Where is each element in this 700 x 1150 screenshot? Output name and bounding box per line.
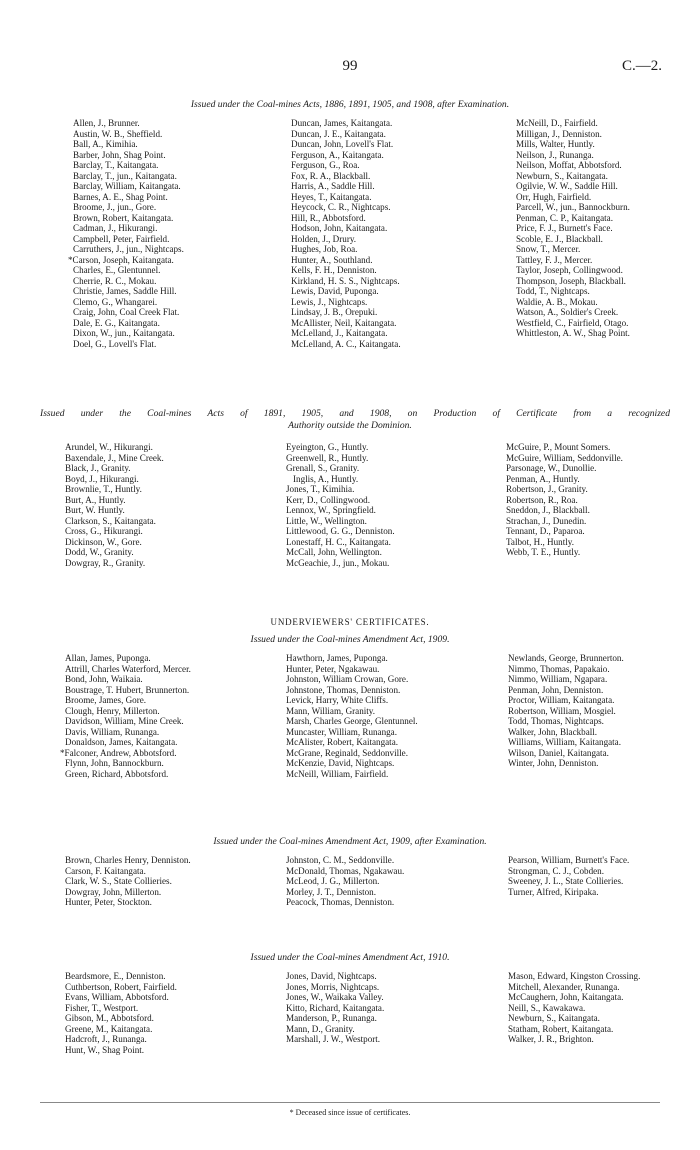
list-item: Statham, Robert, Kaitangata. — [508, 1023, 614, 1034]
list-item: Parcell, W., jun., Bannockburn. — [516, 202, 630, 212]
list-item: Inglis, A., Huntly. — [293, 473, 359, 484]
name-column — [65, 855, 286, 908]
list-item: McGuire, P., Mount Somers. — [506, 442, 611, 452]
list-item: Walker, John, Blackball. — [508, 726, 598, 737]
list-item: Flynn, John, Bannockburn. — [65, 758, 164, 768]
list-item: Heyes, T., Kaitangata. — [291, 191, 372, 202]
name-columns — [0, 118, 700, 349]
list-item: Robertson, William, Mosgiel. — [508, 705, 616, 716]
list-item: Doel, G., Lovell's Flat. — [73, 338, 157, 349]
list-item: Wilson, Daniel, Kaitangata. — [508, 747, 609, 758]
list-item: McLelland, A. C., Kaitangata. — [291, 338, 401, 349]
list-item: Waldie, A. B., Mokau. — [516, 296, 598, 307]
list-item: McLelland, J., Kaitangata. — [291, 328, 388, 338]
list-item: McDonald, Thomas, Ngakawau. — [286, 865, 405, 876]
list-item: Carruthers, J., jun., Nightcaps. — [73, 244, 184, 254]
list-item: Brown, Charles Henry, Denniston. — [65, 855, 191, 865]
list-item: Dickinson, W., Gore. — [65, 536, 142, 547]
list-item: Hodson, John, Kaitangata. — [291, 223, 388, 233]
section-heading: Issued under the Coal-mines Amendment Act, 1909, after Examination. — [213, 836, 487, 847]
name-columns — [0, 855, 700, 908]
list-item: Tattley, F. J., Mercer. — [516, 254, 593, 265]
list-item: Holden, J., Drury. — [291, 233, 357, 244]
list-item: Lewis, J., Nightcaps. — [291, 296, 368, 307]
list-item: Jones, Morris, Nightcaps. — [286, 981, 380, 992]
section-heading: Issued under the Coal-mines Amendment Act, 1910. — [250, 952, 450, 963]
list-item: Manderson, P., Runanga. — [286, 1013, 377, 1023]
list-item: Fox, R. A., Blackball. — [291, 170, 371, 181]
list-item: *Carson, Joseph, Kaitangata. — [68, 254, 174, 265]
list-item: Hawthorn, James, Puponga. — [286, 653, 388, 663]
list-item: Lindsay, J. B., Orepuki. — [291, 307, 378, 317]
name-column — [286, 971, 508, 1055]
list-item: Kitto, Richard, Kaitangata. — [286, 1002, 385, 1013]
name-column — [508, 653, 688, 779]
list-item: Duncan, J. E., Kaitangata. — [291, 128, 386, 139]
list-item: Bond, John, Waikaia. — [65, 674, 143, 684]
list-item: Arundel, W., Hikurangi. — [65, 442, 153, 452]
list-item: Orr, Hugh, Fairfield. — [516, 191, 592, 202]
section-heading-continued: Authority outside the Dominion. — [288, 420, 412, 431]
list-item: Broome, J., jun., Gore. — [73, 202, 157, 212]
list-item: Thompson, Joseph, Blackball. — [516, 275, 626, 286]
page-number: 99 — [342, 58, 358, 74]
list-item: Clemo, G., Whangarei. — [73, 296, 158, 307]
list-item: Gibson, M., Abbotsford. — [65, 1013, 154, 1023]
list-item: Hughes, Job, Roa. — [291, 244, 358, 254]
list-item: Dixon, W., jun., Kaitangata. — [73, 328, 175, 338]
list-item: Hunter, A., Southland. — [291, 254, 373, 265]
list-item: Heycock, C. R., Nightcaps. — [291, 202, 391, 212]
list-item: Marshall, J. W., Westport. — [286, 1034, 381, 1044]
list-item: Todd, T., Nightcaps. — [516, 286, 590, 296]
list-item: McCall, John, Wellington. — [286, 547, 382, 557]
list-item: Grenall, S., Granity. — [286, 463, 360, 473]
list-item: Greene, M., Kaitangata. — [65, 1023, 153, 1034]
list-item: Kerr, D., Collingwood. — [286, 494, 370, 505]
list-item: McAllister, Neil, Kaitangata. — [291, 317, 397, 328]
list-item: Christie, James, Saddle Hill. — [73, 286, 177, 296]
list-item: Duncan, John, Lovell's Flat. — [291, 139, 394, 149]
list-item: Clough, Henry, Millerton. — [65, 705, 160, 716]
list-item: Fisher, T., Westport. — [65, 1002, 139, 1013]
list-item: Attrill, Charles Waterford, Mercer. — [65, 663, 191, 674]
name-column — [286, 653, 508, 779]
list-item: Clarkson, S., Kaitangata. — [65, 515, 156, 526]
list-item: Lonestaff, H. C., Kaitangata. — [286, 536, 391, 547]
name-columns — [0, 971, 700, 1055]
list-item: Beardsmore, E., Denniston. — [65, 971, 166, 981]
list-item: Ogilvie, W. W., Saddle Hill. — [516, 181, 618, 191]
list-item: Davidson, William, Mine Creek. — [65, 716, 184, 726]
list-item: Hunter, Peter, Ngakawau. — [286, 663, 380, 674]
list-item: Green, Richard, Abbotsford. — [65, 768, 169, 779]
list-item: Barclay, T., jun., Kaitangata. — [73, 170, 177, 181]
list-item: Sneddon, J., Blackball. — [506, 505, 590, 515]
list-item: Brown, Robert, Kaitangata. — [73, 212, 174, 223]
list-item: Turner, Alfred, Kiripaka. — [508, 886, 599, 897]
list-item: Williams, William, Kaitangata. — [508, 737, 621, 747]
list-item: Baxendale, J., Mine Creek. — [65, 452, 164, 463]
list-item: Neilson, Moffat, Abbotsford. — [516, 160, 622, 170]
page-header — [0, 58, 700, 76]
list-item: Tennant, D., Paparoa. — [506, 526, 585, 536]
list-item: Johnston, C. M., Seddonville. — [286, 855, 395, 865]
name-column — [60, 653, 286, 779]
list-item: Muncaster, William, Runanga. — [286, 726, 397, 737]
list-item: Robertson, J., Granity. — [506, 484, 588, 494]
list-item: Talbot, H., Huntly. — [506, 536, 574, 547]
list-item: Watson, A., Soldier's Creek. — [516, 307, 619, 317]
name-columns — [0, 442, 700, 568]
section-underviewers-certificates — [0, 617, 700, 779]
list-item: Strachan, J., Dunedin. — [506, 515, 587, 526]
list-item: Austin, W. B., Sheffield. — [73, 128, 163, 139]
list-item: Kells, F. H., Denniston. — [291, 265, 377, 275]
list-item: Peacock, Thomas, Denniston. — [286, 897, 395, 907]
list-item: McGeachie, J., jun., Mokau. — [286, 557, 390, 568]
name-column — [506, 442, 686, 568]
list-item: Neill, S., Kawakawa. — [508, 1002, 586, 1013]
list-item: Littlewood, G. G., Denniston. — [286, 526, 395, 536]
list-item: Nimmo, William, Ngapara. — [508, 674, 608, 684]
list-item: Milligan, J., Denniston. — [516, 128, 602, 139]
list-item: Carson, F. Kaitangata. — [65, 865, 146, 876]
list-item: Lennox, W., Springfield. — [286, 505, 376, 515]
list-item: Broome, James, Gore. — [65, 695, 147, 705]
list-item: Jones, David, Nightcaps. — [286, 971, 377, 981]
list-item: Johnston, William Crowan, Gore. — [286, 674, 409, 684]
list-item: Morley, J. T., Denniston. — [286, 886, 377, 897]
list-item: Barber, John, Shag Point. — [73, 149, 166, 160]
list-item: Taylor, Joseph, Collingwood. — [516, 265, 623, 275]
list-item: Duncan, James, Kaitangata. — [291, 118, 393, 128]
list-item: Dowgray, R., Granity. — [65, 557, 146, 568]
list-item: McCaughern, John, Kaitangata. — [508, 992, 624, 1002]
document-reference: C.—2. — [621, 58, 662, 74]
list-item: McGrane, Reginald, Seddonville. — [286, 747, 408, 758]
section-examination-1886-1908 — [0, 99, 700, 349]
list-item: Webb, T. E., Huntly. — [506, 547, 581, 557]
list-item: Parsonage, W., Dunollie. — [506, 463, 597, 473]
list-item: Clark, W. S., State Collieries. — [65, 876, 172, 886]
list-item: Little, W., Wellington. — [286, 515, 367, 526]
list-item: Pearson, William, Burnett's Face. — [508, 855, 630, 865]
list-item: Allen, J., Brunner. — [73, 118, 140, 128]
list-item: Neilson, J., Runanga. — [516, 149, 594, 160]
name-column — [286, 855, 508, 908]
list-item: Mann, D., Granity. — [286, 1023, 355, 1034]
list-item: Ferguson, G., Roa. — [291, 160, 360, 170]
list-item: Mason, Edward, Kingston Crossing. — [508, 971, 641, 981]
list-item: Robertson, R., Roa. — [506, 494, 578, 505]
list-item: Kirkland, H. S. S., Nightcaps. — [291, 275, 400, 286]
list-item: Harris, A., Saddle Hill. — [291, 181, 375, 191]
name-column — [291, 118, 516, 349]
section-amendment-1909-examination — [0, 836, 700, 908]
list-item: Cuthbertson, Robert, Fairfield. — [65, 981, 177, 992]
list-item: Campbell, Peter, Fairfield. — [73, 233, 170, 244]
list-item: Allan, James, Puponga. — [65, 653, 151, 663]
list-item: Newlands, George, Brunnerton. — [508, 653, 624, 663]
list-item: Mann, William, Granity. — [286, 705, 376, 716]
list-item: Newburn, S., Kaitangata. — [516, 170, 608, 181]
list-item: Sweeney, J. L., State Collieries. — [508, 876, 624, 886]
list-item: Ball, A., Kimihia. — [73, 139, 138, 149]
list-item: McAlister, Robert, Kaitangata. — [286, 737, 399, 747]
list-item: Cross, G., Hikurangi. — [65, 526, 143, 536]
list-item: Mitchell, Alexander, Runanga. — [508, 981, 620, 992]
list-item: Levick, Harry, White Cliffs. — [286, 695, 389, 705]
name-column — [508, 971, 688, 1055]
list-item: Ferguson, A., Kaitangata. — [291, 149, 384, 160]
list-item: Strongman, C. J., Cobden. — [508, 865, 604, 876]
list-item: Burt, W. Huntly. — [65, 505, 125, 515]
section-recognized-authority — [0, 408, 700, 568]
list-item: Barnes, A. E., Shag Point. — [73, 191, 168, 202]
list-item: Craig, John, Coal Creek Flat. — [73, 307, 180, 317]
certificates-title: UNDERVIEWERS' CERTIFICATES. — [270, 617, 430, 627]
list-item: Dale, E. G., Kaitangata. — [73, 317, 160, 328]
list-item: Jones, W., Waikaka Valley. — [286, 992, 384, 1002]
list-item: Penman, John, Denniston. — [508, 684, 604, 695]
list-item: Dowgray, John, Millerton. — [65, 886, 162, 897]
list-item: Penman, A., Huntly. — [506, 473, 580, 484]
list-item: Mills, Walter, Huntly. — [516, 139, 595, 149]
list-item: Whittleston, A. W., Shag Point. — [516, 328, 630, 338]
list-item: Charles, E., Glentunnel. — [73, 265, 161, 275]
list-item: Winter, John, Denniston. — [508, 758, 599, 768]
list-item: Evans, William, Abbotsford. — [65, 992, 169, 1002]
list-item: Barclay, T., Kaitangata. — [73, 160, 159, 170]
list-item: Hill, R., Abbotsford. — [291, 212, 366, 223]
list-item: Marsh, Charles George, Glentunnel. — [286, 716, 418, 726]
section-amendment-1910 — [0, 952, 700, 1055]
list-item: McKenzie, David, Nightcaps. — [286, 758, 395, 768]
name-column — [65, 971, 286, 1055]
list-item: McNeill, William, Fairfield. — [286, 768, 389, 779]
list-item: Johnstone, Thomas, Denniston. — [286, 684, 401, 695]
list-item: Hunt, W., Shag Point. — [65, 1044, 145, 1055]
list-item: Hunter, Peter, Stockton. — [65, 897, 152, 907]
list-item: Burt, A., Huntly. — [65, 494, 126, 505]
list-item: Greenwell, R., Huntly. — [286, 452, 369, 463]
list-item: Snow, T., Mercer. — [516, 244, 581, 254]
list-item: Newburn, S., Kaitangata. — [508, 1013, 600, 1023]
list-item: Eyeington, G., Huntly. — [286, 442, 369, 452]
name-columns — [0, 653, 700, 779]
list-item: *Falconer, Andrew, Abbotsford. — [60, 747, 177, 758]
list-item: Hadcroft, J., Runanga. — [65, 1034, 147, 1044]
list-item: Boyd, J., Hikurangi. — [65, 473, 139, 484]
name-column — [286, 442, 506, 568]
list-item: Proctor, William, Kaitangata. — [508, 695, 615, 705]
list-item: Lewis, David, Puponga. — [291, 286, 379, 296]
list-item: Jones, T., Kimihia. — [286, 484, 355, 494]
name-column — [65, 442, 286, 568]
list-item: McNeill, D., Fairfield. — [516, 118, 598, 128]
list-item: Davis, William, Runanga. — [65, 726, 160, 737]
footnote: * Deceased since issue of certificates. — [289, 1108, 411, 1117]
name-column — [516, 118, 696, 349]
list-item: Brownlie, T., Huntly. — [65, 484, 142, 494]
footnote-divider — [40, 1102, 660, 1103]
section-heading: Issued under the Coal-mines Acts of 1891, 1905, and 1908, on Production of Certificate from a recognized — [40, 408, 670, 419]
list-item: Boustrage, T. Hubert, Brunnerton. — [65, 684, 190, 695]
list-item: Penman, C. P., Kaitangata. — [516, 212, 613, 223]
list-item: McGuire, William, Seddonville. — [506, 452, 623, 463]
list-item: Cherrie, R. C., Mokau. — [73, 275, 157, 286]
list-item: Westfield, C., Fairfield, Otago. — [516, 317, 629, 328]
list-item: Donaldson, James, Kaitangata. — [65, 737, 178, 747]
name-column — [508, 855, 688, 908]
list-item: Walker, J. R., Brighton. — [508, 1034, 594, 1044]
name-column — [68, 118, 291, 349]
list-item: Scoble, E. J., Blackball. — [516, 233, 603, 244]
section-heading: Issued under the Coal-mines Acts, 1886, 1891, 1905, and 1908, after Examination. — [190, 99, 510, 110]
list-item: Todd, Thomas, Nightcaps. — [508, 716, 604, 726]
list-item: Black, J., Granity. — [65, 463, 131, 473]
list-item: Cadman, J., Hikurangi. — [73, 223, 158, 233]
list-item: Nimmo, Thomas, Papakaio. — [508, 663, 610, 674]
list-item: Dodd, W., Granity. — [65, 547, 134, 557]
list-item: Barclay, William, Kaitangata. — [73, 181, 181, 191]
section-heading: Issued under the Coal-mines Amendment Act, 1909. — [250, 634, 450, 645]
list-item: Price, F. J., Burnett's Face. — [516, 223, 613, 233]
list-item: McLeod, J. G., Millerton. — [286, 876, 380, 886]
